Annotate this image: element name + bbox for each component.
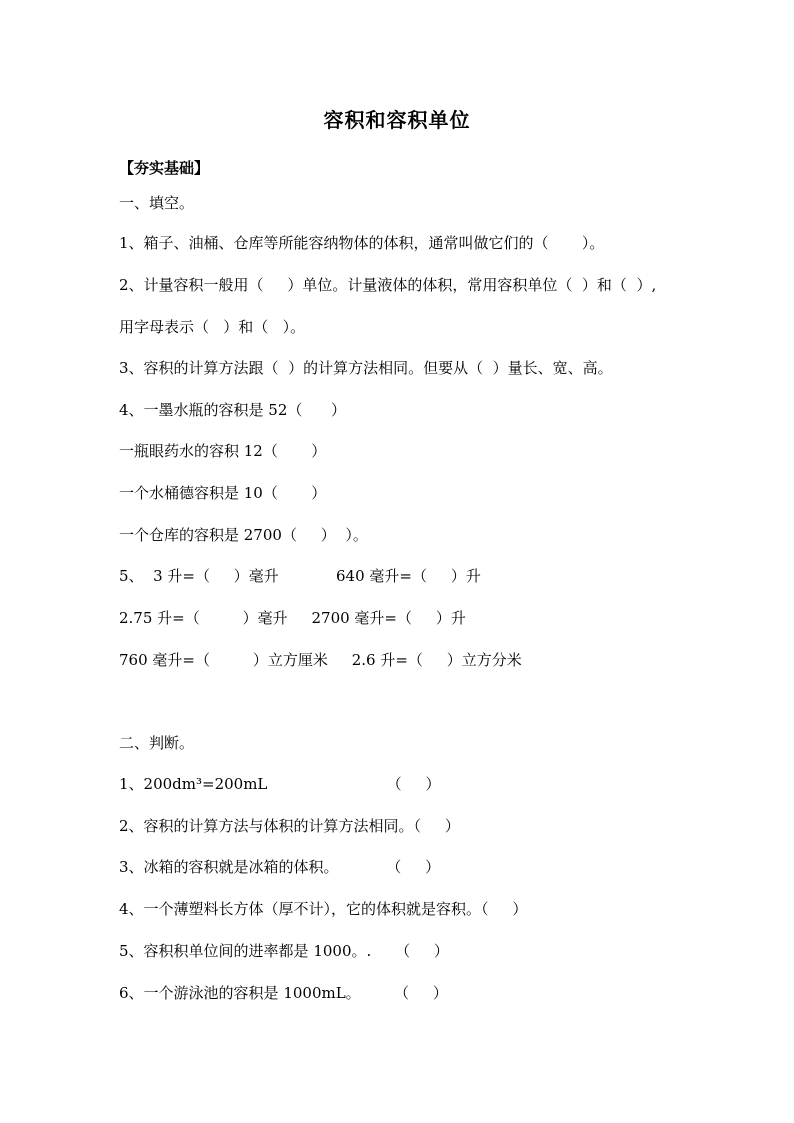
part1-question-5c: 760 毫升=（ ）立方厘米 2.6 升=（ ）立方分米 [119, 651, 522, 669]
part2-question-2: 2、容积的计算方法与体积的计算方法相同。（ ） [119, 817, 460, 835]
section-header: 【夯实基础】 [119, 159, 210, 177]
part1-question-5a: 5、 3 升=（ ）毫升 640 毫升=（ ）升 [119, 567, 481, 585]
part1-question-4a: 4、一墨水瓶的容积是 52（ ） [119, 401, 347, 419]
part2-question-3: 3、冰箱的容积就是冰箱的体积。 （ ） [119, 858, 441, 876]
part1-question-1: 1、箱子、油桶、仓库等所能容纳物体的体积，通常叫做它们的（ ）。 [119, 234, 605, 252]
part1-question-3: 3、容积的计算方法跟（ ）的计算方法相同。但要从（ ）量长、宽、高。 [119, 359, 613, 377]
part1-question-2-continued: 用字母表示（ ）和（ ）。 [119, 318, 306, 336]
part2-question-1: 1、200dm³=200mL （ ） [119, 775, 441, 793]
part2-question-6: 6、一个游泳池的容积是 1000mL。 （ ） [119, 984, 448, 1002]
part2-heading: 二、判断。 [119, 734, 195, 752]
part1-question-4d: 一个仓库的容积是 2700（ ） ）。 [119, 526, 368, 544]
page-title: 容积和容积单位 [323, 108, 471, 132]
part2-question-5: 5、容积积单位间的进率都是 1000。. （ ） [119, 942, 449, 960]
part1-heading: 一、填空。 [119, 194, 195, 212]
part2-question-4: 4、一个薄塑料长方体（厚不计），它的体积就是容积。（ ） [119, 900, 528, 918]
part1-question-4b: 一瓶眼药水的容积 12（ ） [119, 442, 327, 460]
part1-question-2: 2、计量容积一般用（ ）单位。计量液体的体积，常用容积单位（ ）和（ ）, [119, 276, 657, 294]
part1-question-4c: 一个水桶德容积是 10（ ） [119, 484, 327, 502]
part1-question-5b: 2.75 升=（ ）毫升 2700 毫升=（ ）升 [119, 609, 466, 627]
